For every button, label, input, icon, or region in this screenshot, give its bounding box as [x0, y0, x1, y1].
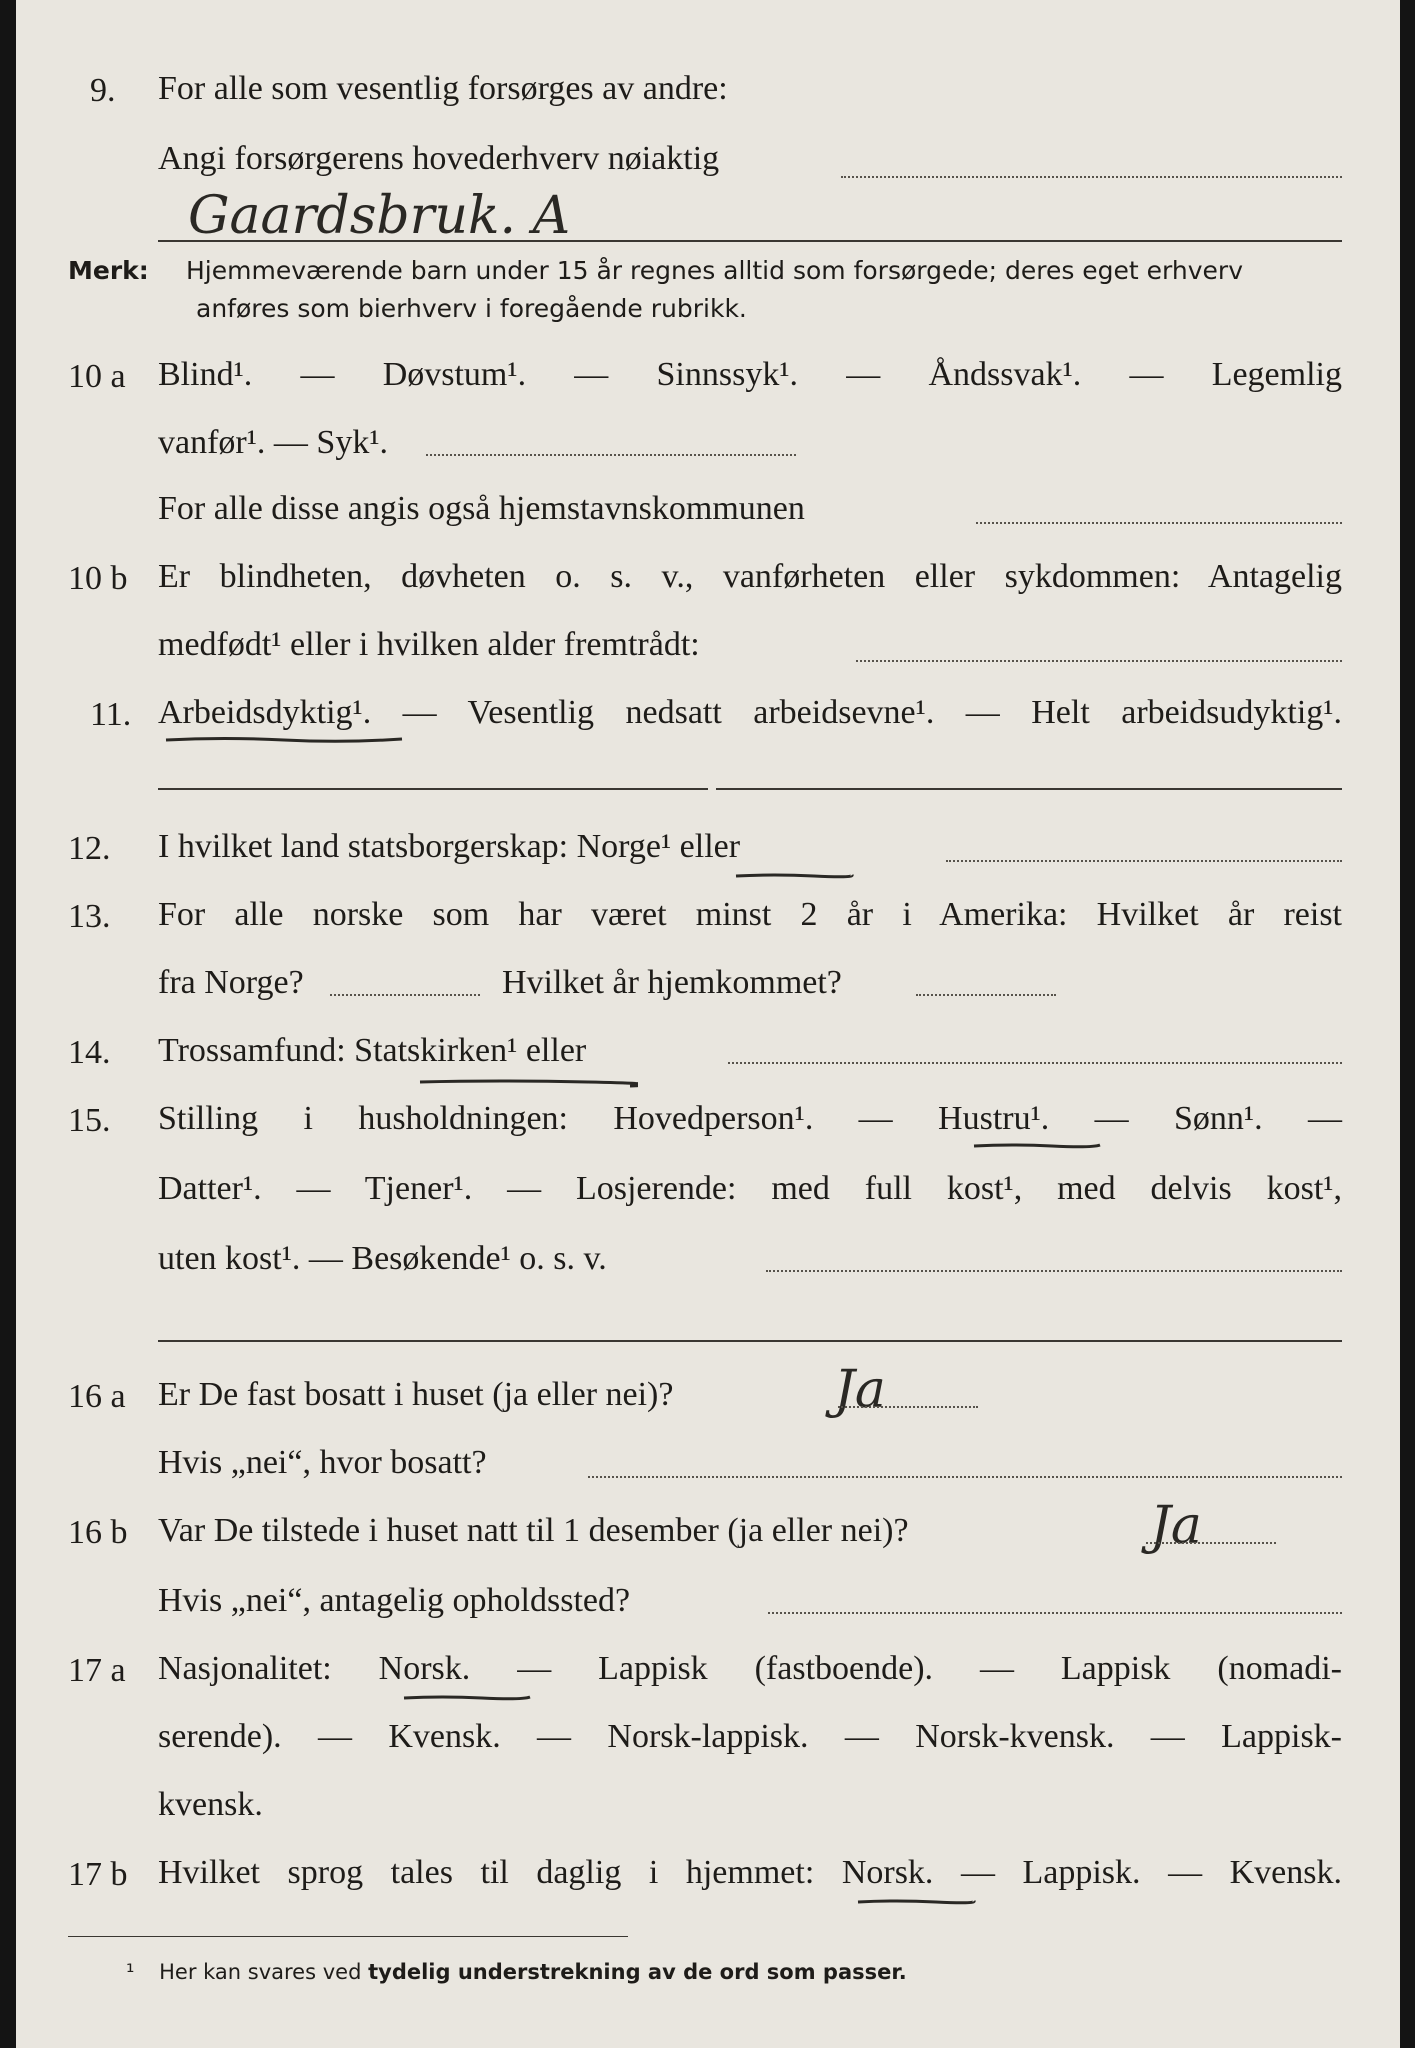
q17a-text-line3: kvensk.: [158, 1786, 263, 1823]
item-number-14: 14.: [68, 1034, 111, 1071]
q16b-text-line2: Hvis „nei“, antagelig opholdssted?: [158, 1582, 631, 1619]
q12-handwritten-underline: [734, 870, 854, 882]
q16a-text-line1: Er De fast bosatt i huset (ja eller nei)?: [158, 1376, 674, 1413]
q9-text-line2: Angi forsørgerens hovederhverv nøiaktig: [158, 140, 720, 177]
item-number-10a: 10 a: [68, 358, 126, 395]
q17a-handwritten-underline: [402, 1692, 532, 1704]
q16a-answer-dotted-line: [838, 1406, 978, 1408]
footnote-bold-text: tydelig understrekning av de ord som passer.: [368, 1960, 907, 1984]
q16b-stay-dotted-line: [768, 1612, 1342, 1614]
footnote-mark: ¹: [126, 1960, 135, 1984]
q17a-text-line2: serende). — Kvensk. — Norsk-lappisk. — Norsk-kvensk. — Lappisk-: [158, 1718, 1342, 1755]
q10b-text-line1: Er blindheten, døvheten o. s. v., vanførheten eller sykdommen: Antagelig: [158, 558, 1342, 595]
merk-text-line2: anføres som bierhverv i foregående rubrikk.: [196, 294, 747, 323]
q9-handwritten-answer: Gaardsbruk. A: [188, 186, 571, 246]
q16b-handwritten-answer: Ja: [1150, 1496, 1202, 1556]
q16a-residence-dotted-line: [588, 1476, 1342, 1478]
q13-text-line2a: fra Norge?: [158, 964, 304, 1001]
item-number-10b: 10 b: [68, 560, 128, 597]
q9-text-line1: For alle som vesentlig forsørges av andre:: [158, 70, 728, 107]
item-number-13: 13.: [68, 898, 111, 935]
q16a-text-line2: Hvis „nei“, hvor bosatt?: [158, 1444, 487, 1481]
q13-year-left-dotted-line: [330, 994, 480, 996]
q17b-handwritten-underline: [856, 1896, 976, 1908]
item-number-15: 15.: [68, 1102, 111, 1139]
q11-handwritten-underline: [164, 734, 404, 746]
q13-year-return-dotted-line: [916, 994, 1056, 996]
item-number-16a: 16 a: [68, 1378, 126, 1415]
q14-handwritten-underline: [418, 1076, 638, 1092]
footnote: [126, 1960, 907, 1984]
item-number-17b: 17 b: [68, 1856, 128, 1893]
census-form-page: [16, 0, 1400, 2048]
q15-text-line3: uten kost¹. — Besøkende¹ o. s. v.: [158, 1240, 607, 1277]
footnote-separator: [68, 1936, 628, 1937]
q11-text-line1: Arbeidsdyktig¹. — Vesentlig nedsatt arbeidsevne¹. — Helt arbeidsudyktig¹.: [158, 694, 1342, 731]
q13-text-line1: For alle norske som har været minst 2 år i Amerika: Hvilket år reist: [158, 896, 1342, 933]
q16a-handwritten-answer: Ja: [834, 1360, 886, 1420]
q17a-text-line1: Nasjonalitet: Norsk. — Lappisk (fastboende). — Lappisk (nomadi-: [158, 1650, 1342, 1687]
item-number-11: 11.: [90, 696, 132, 733]
q10a-text-line3: For alle disse angis også hjemstavnskommunen: [158, 490, 805, 527]
q14-text-line1: Trossamfund: Statskirken¹ eller: [158, 1032, 587, 1069]
q10a-text-line2: vanfør¹. — Syk¹.: [158, 424, 389, 461]
q10a-answer-dotted-line: [426, 454, 796, 456]
q9-answer-dotted-line: [841, 176, 1342, 178]
merk-label: Merk:: [68, 256, 149, 285]
item-number-16b: 16 b: [68, 1514, 128, 1551]
item-number-12: 12.: [68, 830, 111, 867]
q11-answer-rule-right: [716, 788, 1342, 790]
q16b-text-line1: Var De tilstede i huset natt til 1 desember (ja eller nei)?: [158, 1512, 909, 1549]
q10b-answer-dotted-line: [856, 660, 1342, 662]
q13-text-line2b: Hvilket år hjemkommet?: [502, 964, 842, 1001]
q15-answer-dotted-line: [766, 1270, 1342, 1272]
q12-text-line1: I hvilket land statsborgerskap: Norge¹ eller: [158, 828, 741, 865]
footnote-plain-text: Her kan svares ved: [159, 1960, 362, 1984]
q10b-text-line2: medfødt¹ eller i hvilken alder fremtrådt:: [158, 626, 700, 663]
item-number-9: 9.: [90, 72, 116, 109]
q17b-text-line1: Hvilket sprog tales til daglig i hjemmet: Norsk. — Lappisk. — Kvensk.: [158, 1854, 1342, 1891]
q10a-hometown-dotted-line: [976, 522, 1342, 524]
q14-answer-dotted-line: [728, 1062, 1342, 1064]
q12-answer-dotted-line: [946, 860, 1342, 862]
q15-answer-rule: [158, 1340, 1342, 1342]
q15-text-line2: Datter¹. — Tjener¹. — Losjerende: med full kost¹, med delvis kost¹,: [158, 1170, 1342, 1207]
q16b-answer-dotted-line: [1146, 1542, 1276, 1544]
q9-answer-rule: [158, 240, 1342, 242]
q10a-text-line1: Blind¹. — Døvstum¹. — Sinnssyk¹. — Åndssvak¹. — Legemlig: [158, 356, 1342, 393]
q11-answer-rule-left: [158, 788, 708, 790]
q15-handwritten-underline: [972, 1140, 1102, 1152]
q15-text-line1: Stilling i husholdningen: Hovedperson¹. — Hustru¹. — Sønn¹. —: [158, 1100, 1342, 1137]
item-number-17a: 17 a: [68, 1652, 126, 1689]
merk-text-line1: Hjemmeværende barn under 15 år regnes alltid som forsørgede; deres eget erhverv: [186, 256, 1243, 285]
